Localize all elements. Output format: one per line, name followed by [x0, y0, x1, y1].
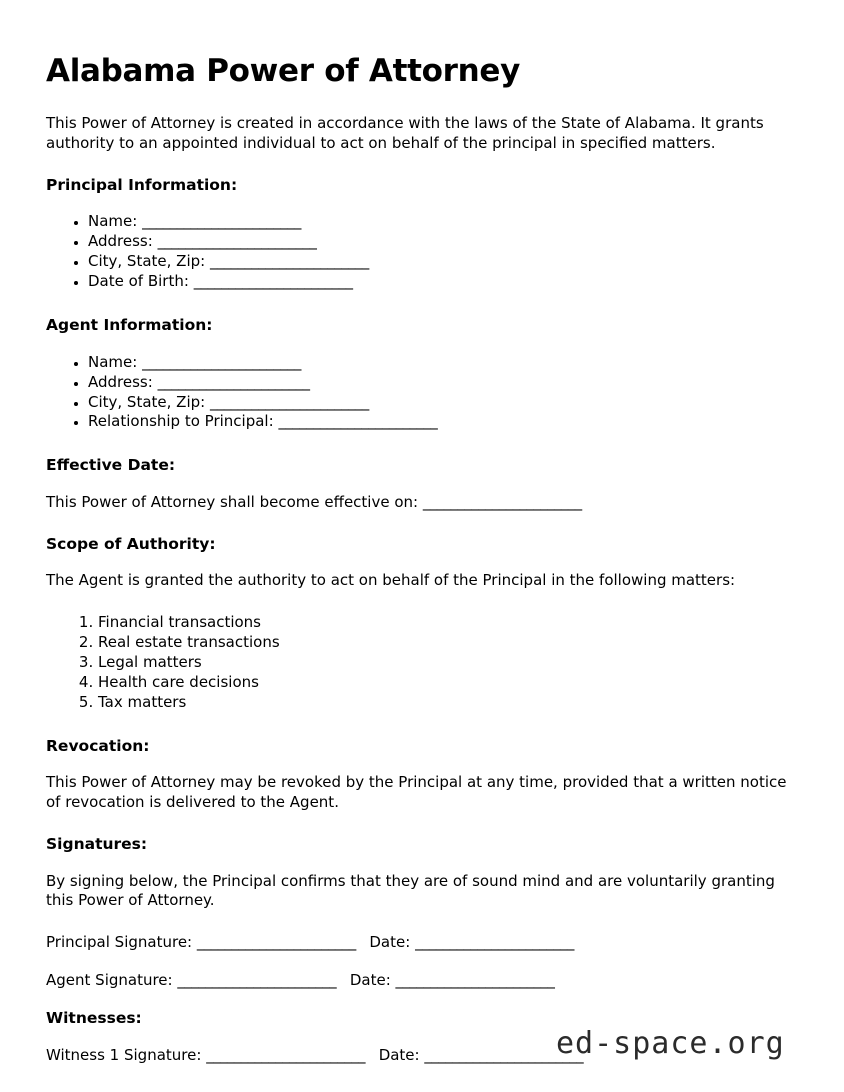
signature-blank[interactable]: _______________________: [206, 1045, 365, 1064]
field-label: Address:: [88, 372, 153, 391]
section-heading-signatures: Signatures:: [46, 835, 148, 854]
list-item: 5. Tax matters: [98, 693, 790, 713]
field-label: City, State, Zip:: [88, 252, 206, 271]
list-item: [88, 252, 790, 272]
field-label: City, State, Zip:: [88, 392, 206, 411]
list-item: [88, 412, 790, 432]
field-label: Address:: [88, 232, 153, 251]
date-label: Date:: [378, 1045, 420, 1064]
effective-date-text: This Power of Attorney shall become effective on:: [46, 492, 419, 511]
principal-information-field-list: [46, 212, 790, 292]
list-item: 3. Legal matters: [98, 653, 790, 673]
agent-signature-line: [46, 971, 790, 991]
effective-date-blank[interactable]: _______________________: [422, 492, 582, 511]
site-watermark: ed-space.org: [556, 1026, 785, 1061]
field-blank[interactable]: _______________________: [209, 252, 369, 271]
signature-blank[interactable]: _______________________: [177, 971, 337, 990]
section-heading-principal-information: Principal Information:: [46, 175, 238, 194]
field-blank[interactable]: _______________________: [193, 272, 353, 291]
field-blank[interactable]: _______________________: [157, 232, 317, 251]
signatures-paragraph: By signing below, the Principal confirms that they are of sound mind and are voluntarily granting this Power of Attorney.: [46, 871, 775, 910]
list-item: 2. Real estate transactions: [98, 633, 790, 653]
section-heading-effective-date: Effective Date:: [46, 456, 176, 475]
intro-paragraph: This Power of Attorney is created in accordance with the laws of the State of Alabama. It grants authority to an appointed individual to act on behalf of the principal in specified matters.: [46, 114, 764, 152]
field-label: Name:: [88, 352, 138, 371]
signature-label: Agent Signature:: [46, 971, 173, 990]
list-item: [88, 373, 790, 393]
list-item: [88, 232, 790, 252]
field-blank[interactable]: _______________________: [278, 412, 438, 431]
list-item: [88, 393, 790, 413]
principal-signature-line: [46, 933, 790, 953]
section-heading-witnesses: Witnesses:: [46, 1009, 142, 1028]
section-heading-scope-of-authority: Scope of Authority:: [46, 534, 216, 553]
date-blank[interactable]: _______________________: [424, 1045, 584, 1064]
agent-information-field-list: [46, 353, 790, 433]
field-blank[interactable]: _______________________: [142, 212, 301, 231]
field-blank[interactable]: ______________________: [157, 372, 310, 391]
list-item: [88, 272, 790, 292]
date-blank[interactable]: _______________________: [415, 933, 574, 952]
date-label: Date:: [369, 933, 411, 952]
field-label: Date of Birth:: [88, 272, 189, 291]
scope-of-authority-list: [46, 613, 790, 713]
scope-of-authority-paragraph: The Agent is granted the authority to act on behalf of the Principal in the following matters:: [46, 571, 736, 590]
field-label: Name:: [88, 212, 138, 231]
list-item: [88, 212, 790, 232]
list-item: [88, 353, 790, 373]
date-label: Date:: [349, 971, 391, 990]
signature-blank[interactable]: _______________________: [196, 933, 356, 952]
list-item: 4. Health care decisions: [98, 673, 790, 693]
field-blank[interactable]: _______________________: [209, 392, 369, 411]
signature-label: Witness 1 Signature:: [46, 1045, 202, 1064]
list-item: 1. Financial transactions: [98, 613, 790, 633]
effective-date-paragraph: [46, 493, 788, 513]
section-heading-revocation: Revocation:: [46, 736, 150, 755]
section-heading-agent-information: Agent Information:: [46, 316, 213, 335]
field-label: Relationship to Principal:: [88, 412, 274, 431]
date-blank[interactable]: _______________________: [395, 971, 555, 990]
field-blank[interactable]: _______________________: [142, 352, 301, 371]
revocation-paragraph: This Power of Attorney may be revoked by the Principal at any time, provided that a written notice of revocation is delivered to the Agent.: [46, 773, 787, 812]
page-title: Alabama Power of Attorney: [46, 53, 521, 89]
signature-label: Principal Signature:: [46, 933, 193, 952]
